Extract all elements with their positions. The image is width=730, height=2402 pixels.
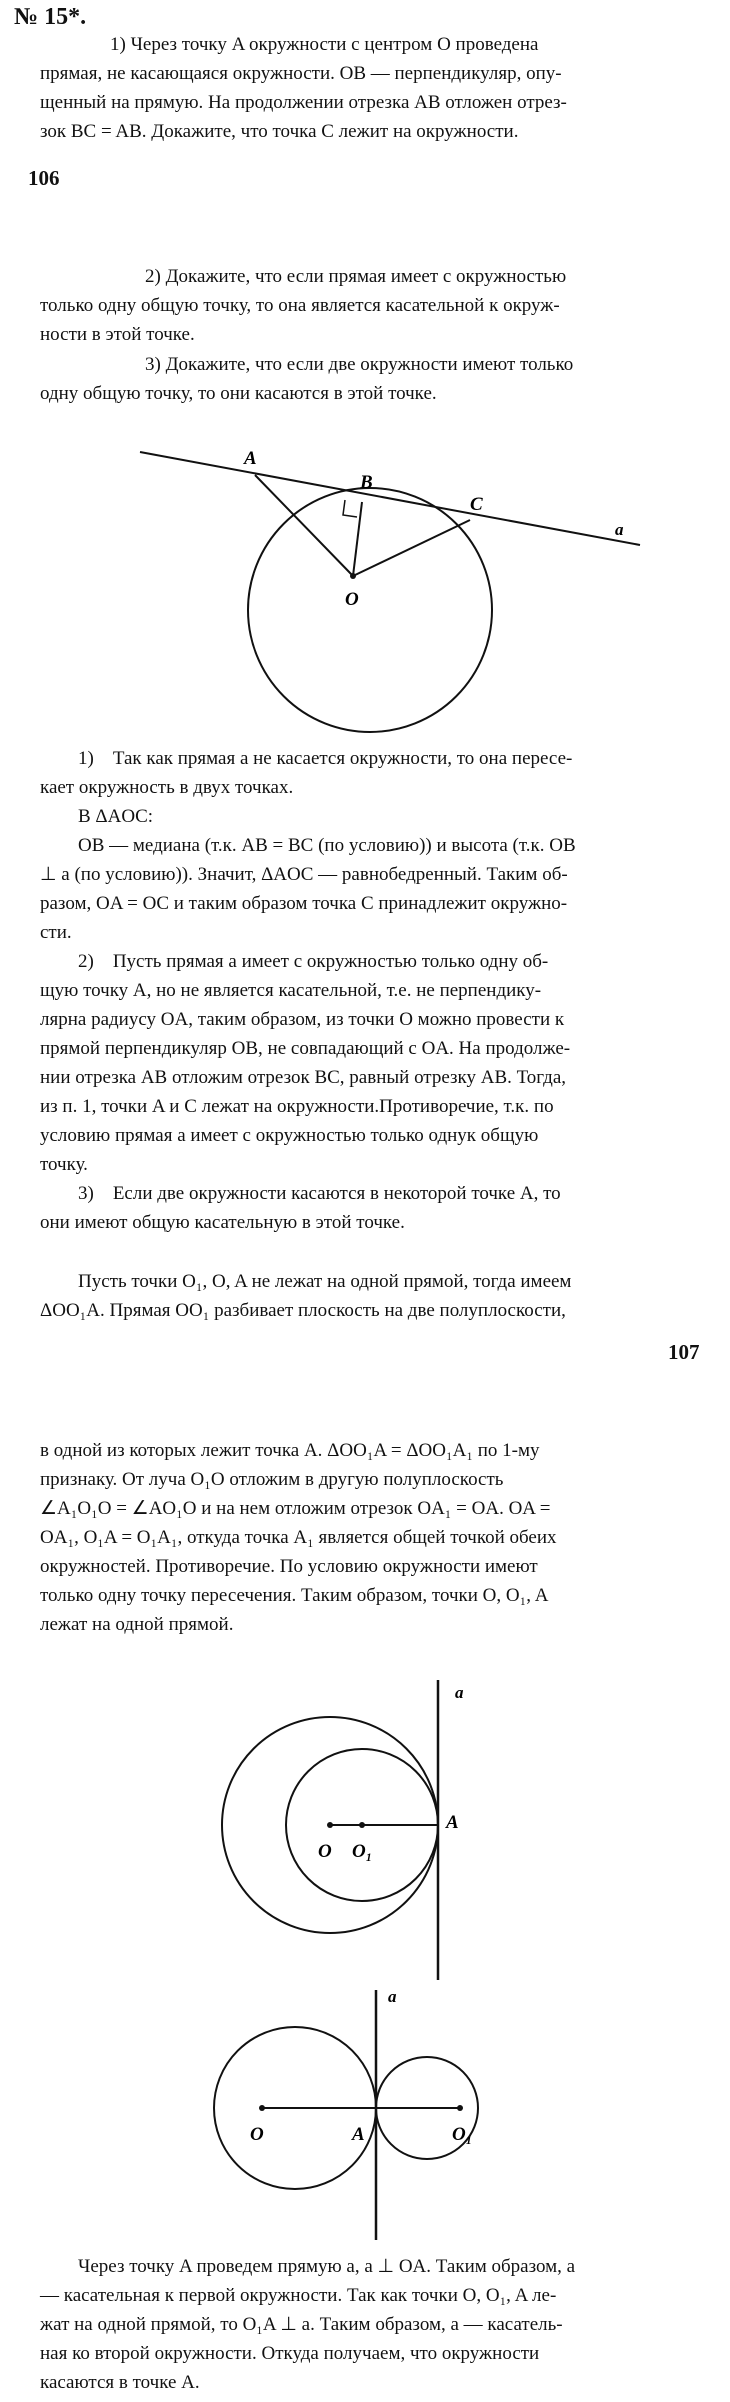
task1-line: 1) Через точку A окружности с центром O проведена	[110, 34, 539, 55]
sol3-line: 3) Если две окружности касаются в некоторой точке A, то	[78, 1183, 561, 1204]
figure-internal-tangency	[0, 1660, 730, 2000]
label-a: a	[615, 520, 624, 539]
label-a: a	[388, 1987, 397, 2006]
segment-OC	[353, 520, 470, 576]
sol3c-line: ∠A₁O₁O = ∠AO₁O и на нем отложим отрезок OA₁ = OA. OA =	[40, 1498, 551, 1519]
sol3c-line: признаку. От луча O₁O отложим в другую полуплоскость	[40, 1469, 504, 1490]
task1-line: щенный на прямую. На продолжении отрезка AB отложен отрез-	[40, 92, 567, 113]
segment-AO	[255, 475, 353, 576]
sol3d-line: Через точку A проведем прямую a, a ⊥ OA. Таким образом, a	[78, 2256, 576, 2277]
problem-number: № 15*.	[14, 4, 87, 30]
sol1-line: 1) Так как прямая a не касается окружности, то она пересе-	[78, 748, 573, 769]
sol3-line: они имеют общую касательную в этой точке.	[40, 1212, 405, 1233]
sol3c-line: лежат на одной прямой.	[40, 1614, 234, 1635]
task1-line: прямая, не касающаяся окружности. OB — перпендикуляр, опу-	[40, 63, 562, 84]
label-A: A	[352, 2124, 365, 2145]
label-O: O	[345, 589, 359, 610]
label-O: O	[250, 2124, 264, 2145]
sol3d-line: — касательная к первой окружности. Так как точки O, O₁, A ле-	[40, 2285, 557, 2306]
sol2-line: нии отрезка AB отложим отрезок BC, равный отрезку AB. Тогда,	[40, 1067, 566, 1088]
sol2-line: из п. 1, точки A и C лежат на окружности.Противоречие, т.к. по	[40, 1096, 554, 1117]
task3-line: одну общую точку, то они касаются в этой точке.	[40, 383, 437, 404]
page-number: 107	[668, 1340, 700, 1364]
label-O1: O₁	[352, 1841, 373, 1862]
sol3b-line: Пусть точки O₁, O, A не лежат на одной прямой, тогда имеем	[78, 1271, 572, 1292]
figure-external-tangency	[0, 1980, 730, 2250]
sol3d-line: касаются в точке A.	[40, 2372, 200, 2393]
right-angle-mark	[343, 500, 357, 517]
label-B: B	[360, 472, 373, 493]
point-O1	[457, 2105, 463, 2111]
circle	[248, 488, 492, 732]
sol3c-line: только одну точку пересечения. Таким образом, точки O, O₁, A	[40, 1585, 549, 1606]
sol1-line: кает окружность в двух точках.	[40, 777, 294, 798]
sol1-line: OB — медиана (т.к. AB = BC (по условию)) и высота (т.к. OB	[78, 835, 576, 856]
sol3c-line: в одной из которых лежит точка A. ΔOO₁A = ΔOO₁A₁ по 1-му	[40, 1440, 540, 1461]
sol2-line: прямой перпендикуляр OB, не совпадающий с OA. На продолже-	[40, 1038, 571, 1059]
label-a: a	[455, 1683, 464, 1702]
sol1-line: ⊥ a (по условию)). Значит, ΔAOC — равнобедренный. Таким об-	[40, 864, 568, 885]
sol1-line: В ΔAOC:	[78, 806, 154, 827]
sol3c-line: окружностей. Противоречие. По условию окружности имеют	[40, 1556, 538, 1577]
line-a	[140, 452, 640, 545]
point-O1	[359, 1822, 365, 1828]
sol1-line: разом, OA = OC и таким образом точка C принадлежит окружно-	[40, 893, 568, 914]
point-O	[259, 2105, 265, 2111]
task3-line: 3) Докажите, что если две окружности имеют только	[145, 354, 574, 375]
sol2-line: щую точку A, но не является касательной, т.е. не перпендику-	[40, 980, 542, 1001]
sol3c-line: OA₁, O₁A = O₁A₁, откуда точка A₁ является общей точкой обеих	[40, 1527, 557, 1548]
page-number: 106	[28, 166, 60, 190]
sol3d-line: жат на одной прямой, то O₁A ⊥ a. Таким образом, a — касатель-	[40, 2314, 563, 2335]
segment-OB	[353, 502, 362, 576]
label-O1: O₁	[452, 2124, 473, 2145]
sol2-line: точку.	[40, 1154, 88, 1175]
task2-line: только одну общую точку, то она является касательной к окруж-	[40, 295, 560, 316]
point-O	[350, 573, 356, 579]
sol3d-line: ная ко второй окружности. Откуда получаем, что окружности	[40, 2343, 540, 2364]
label-C: C	[470, 494, 483, 515]
sol2-line: лярна радиусу OA, таким образом, из точки O можно провести к	[40, 1009, 565, 1030]
task2-line: 2) Докажите, что если прямая имеет с окружностью	[145, 266, 567, 287]
point-O	[327, 1822, 333, 1828]
label-A: A	[446, 1812, 459, 1833]
figure-circle-secant	[0, 420, 730, 740]
sol1-line: сти.	[40, 922, 72, 943]
sol2-line: 2) Пусть прямая a имеет с окружностью только одну об-	[78, 951, 549, 972]
task2-line: ности в этой точке.	[40, 324, 195, 345]
sol2-line: условию прямая a имеет с окружностью только однук общую	[40, 1125, 539, 1146]
label-O: O	[318, 1841, 332, 1862]
label-A: A	[244, 448, 257, 469]
task1-line: зок BC = AB. Докажите, что точка C лежит на окружности.	[40, 121, 519, 142]
sol3b-line: ΔOO₁A. Прямая OO₁ разбивает плоскость на две полуплоскости,	[40, 1300, 566, 1321]
